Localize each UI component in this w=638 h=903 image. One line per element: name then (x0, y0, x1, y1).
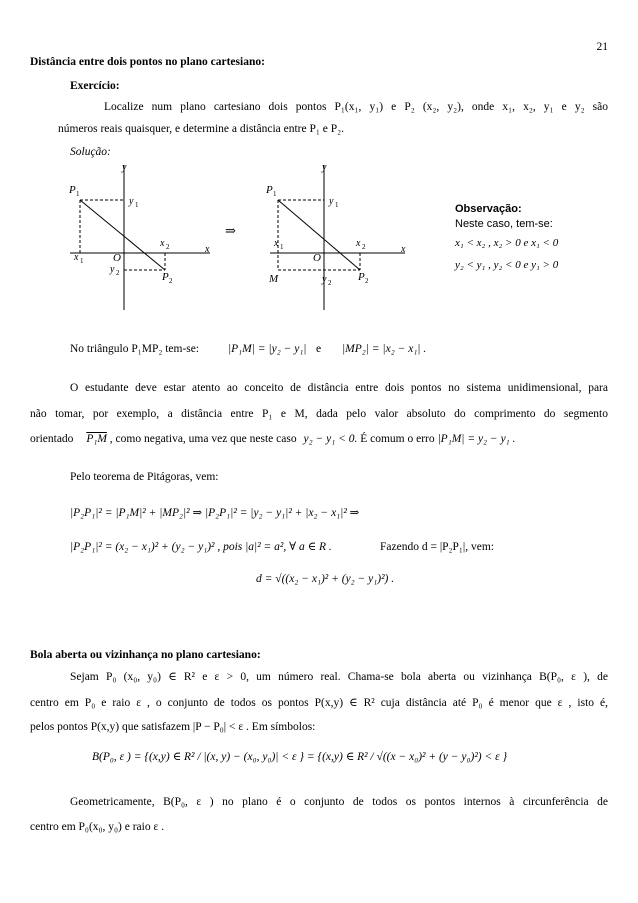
triangle-intro: No triângulo P₁MP₂ tem-se: (70, 343, 200, 355)
exercise-text-line1: Localize num plano cartesiano dois pontos P₁(x₁, y₁) e P₂ (x₂, y₂), onde x₁, x₂, y₁ e y₂ são (104, 101, 608, 113)
segment-p1p2-left (80, 200, 165, 270)
student-note-line2: não tomar, por exemplo, a distância entre P₁ e M, dada pelo valor absoluto do comprimento do segmento (30, 408, 608, 420)
diagram-right (265, 162, 406, 310)
observation-cond2: y₂ < y₁ , y₂ < 0 e y₁ > 0 (455, 259, 559, 271)
pythagoras-eq2: |P₂P₁|² = (x₂ − x₁)² + (y₂ − y₁)² , pois |a|² = a², ∀ a ∈ R . (70, 541, 332, 553)
student-note-line3-b: , como negativa, uma vez que neste caso (109, 433, 297, 445)
label-y-axis-left: y (122, 162, 127, 173)
ball-formula: B(P₀, ε ) = {(x,y) ∈ R² / |(x, y) − (x₀, y₀)| < ε } = {(x,y) ∈ R² / √((x − x₀)² + (y − y₀)²) < ε } (92, 751, 508, 763)
exercise-text-line2: números reais quaisquer, e determine a distância entre P₁ e P₂. (58, 123, 345, 135)
label-x1-right: x (274, 238, 279, 249)
label-x2-sub-left: 2 (166, 243, 170, 251)
label-x1-sub-right: 1 (280, 243, 284, 251)
label-x1-sub-left: 1 (80, 257, 84, 265)
geometric-line2: centro em P₀(x₀, y₀) e raio ε . (30, 821, 165, 833)
section2-title: Bola aberta ou vizinhança no plano cartesiano: (30, 649, 261, 661)
label-x2-right: x (356, 238, 361, 249)
label-p1-right: P (266, 184, 273, 196)
label-y2-left: y (110, 264, 115, 275)
label-y1-right: y (329, 196, 334, 207)
pythagoras-eq1: |P₂P₁|² = |P₁M|² + |MP₂|² ⇒ |P₂P₁|² = |y₂ − y₁|² + |x₂ − x₁|² ⇒ (70, 507, 360, 519)
student-note-line3-c: É comum o erro (360, 433, 435, 445)
section2-line1: Sejam P₀ (x₀, y₀) ∈ R² e ε > 0, um número real. Chama-se bola aberta ou vizinhança B(P₀, ε ), de (70, 671, 608, 683)
triangle-formula1: |P₁M| = |y₂ − y₁| (228, 343, 307, 355)
section-title: Distância entre dois pontos no plano cartesiano: (30, 56, 265, 68)
segment-p1m: P₁M (86, 433, 107, 445)
label-p2-right: P (358, 271, 365, 283)
triangle-formula2: |MP₂| = |x₂ − x₁| . (342, 343, 427, 355)
section2-line3: pelos pontos P(x,y) que satisfazem |P − P₀| < ε . Em símbolos: (30, 721, 316, 733)
student-note-line3-a: orientado (30, 433, 74, 445)
label-x2-left: x (160, 238, 165, 249)
pythagoras-eq3: d = √((x₂ − x₁)² + (y₂ − y₁)²) . (256, 573, 395, 585)
label-p2-sub-right: 2 (365, 277, 369, 285)
page-number: 21 (596, 41, 608, 53)
label-p1-sub-left: 1 (76, 190, 80, 198)
triangle-and: e (316, 343, 322, 355)
label-y1-sub-right: 1 (335, 201, 339, 209)
label-y2-sub-left: 2 (116, 269, 120, 277)
geometric-line1: Geometricamente, B(P₀, ε ) no plano é o conjunto de todos os pontos internos à circunferência de (70, 796, 608, 808)
exercise-label: Exercício: (70, 80, 120, 92)
observation-cond1: x₁ < x₂ , x₂ > 0 e x₁ < 0 (455, 237, 559, 249)
solution-label: Solução: (70, 146, 111, 158)
observation-line1: Neste caso, tem-se: (455, 218, 553, 230)
label-p1-left: P (69, 184, 76, 196)
label-x1-left: x (74, 252, 79, 263)
student-note-line1: O estudante deve estar atento ao conceito de distância entre dois pontos no sistema unidimensional, para (70, 382, 608, 394)
label-p2-sub-left: 2 (169, 277, 173, 285)
label-x-axis-left: x (205, 244, 210, 255)
student-note-error: |P₁M| = y₂ − y₁ . (437, 433, 516, 445)
student-note-line3 (30, 432, 515, 446)
section2-line2: centro em P₀ e raio ε , o conjunto de todos os pontos P(x,y) ∈ R² cuja distância até P₀ é menor que ε , isto é, (30, 697, 608, 709)
student-note-condition: y₂ − y₁ < 0. (303, 433, 358, 445)
label-origin-right: O (313, 252, 321, 264)
label-x-axis-right: x (401, 244, 406, 255)
label-y1-sub-left: 1 (135, 201, 139, 209)
label-origin-left: O (113, 252, 121, 264)
pythagoras-intro: Pelo teorema de Pitágoras, vem: (70, 471, 219, 483)
label-m-right: M (269, 273, 279, 285)
label-p1-sub-right: 1 (273, 190, 277, 198)
label-p2-left: P (162, 271, 169, 283)
label-x2-sub-right: 2 (362, 243, 366, 251)
pythagoras-eq2-b: Fazendo d = |P₂P₁|, vem: (380, 541, 494, 553)
implies-arrow: ⇒ (225, 223, 236, 238)
diagram-left (68, 162, 210, 310)
label-y-axis-right: y (322, 162, 327, 173)
label-y1-left: y (129, 196, 134, 207)
label-y2-right: y (322, 274, 327, 285)
observation-title: Observação: (455, 203, 522, 215)
label-y2-sub-right: 2 (328, 279, 332, 287)
